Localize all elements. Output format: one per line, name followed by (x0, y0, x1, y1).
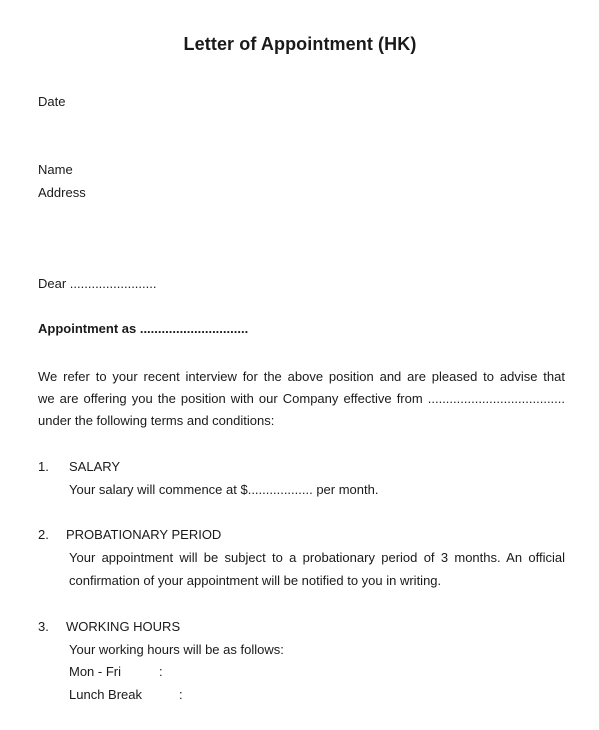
name-label: Name (38, 162, 73, 177)
intro-line-3: under the following terms and conditions: (38, 413, 275, 428)
schedule-colon: : (179, 687, 183, 702)
document-title: Letter of Appointment (HK) (183, 34, 417, 54)
section-number: 3. (38, 619, 49, 634)
probation-text-1: Your appointment will be subject to a probationary period of 3 months. An official (69, 550, 565, 565)
section-heading-working-hours: WORKING HOURS (66, 619, 181, 634)
schedule-label-lunch-break: Lunch Break (69, 687, 142, 702)
section-number: 2. (38, 527, 49, 542)
schedule-label-mon-fri: Mon - Fri (69, 664, 121, 679)
section-heading-salary: SALARY (69, 459, 121, 474)
address-label: Address (38, 185, 86, 200)
date-label: Date (38, 94, 66, 109)
probation-text-2: confirmation of your appointment will be notified to you in writing. (69, 573, 442, 588)
appointment-line: Appointment as .............................. (38, 321, 249, 336)
section-number: 1. (38, 459, 49, 474)
section-heading-probation: PROBATIONARY PERIOD (66, 527, 222, 542)
working-hours-text: Your working hours will be as follows: (69, 642, 284, 657)
salary-text: Your salary will commence at $.................. per month. (69, 482, 379, 497)
salutation: Dear ........................ (38, 276, 157, 291)
intro-line-1: We refer to your recent interview for the above position and are pleased to advise that (38, 369, 565, 384)
schedule-colon: : (159, 664, 163, 679)
intro-line-2: we are offering you the position with our Company effective from ...................................... (38, 391, 565, 406)
